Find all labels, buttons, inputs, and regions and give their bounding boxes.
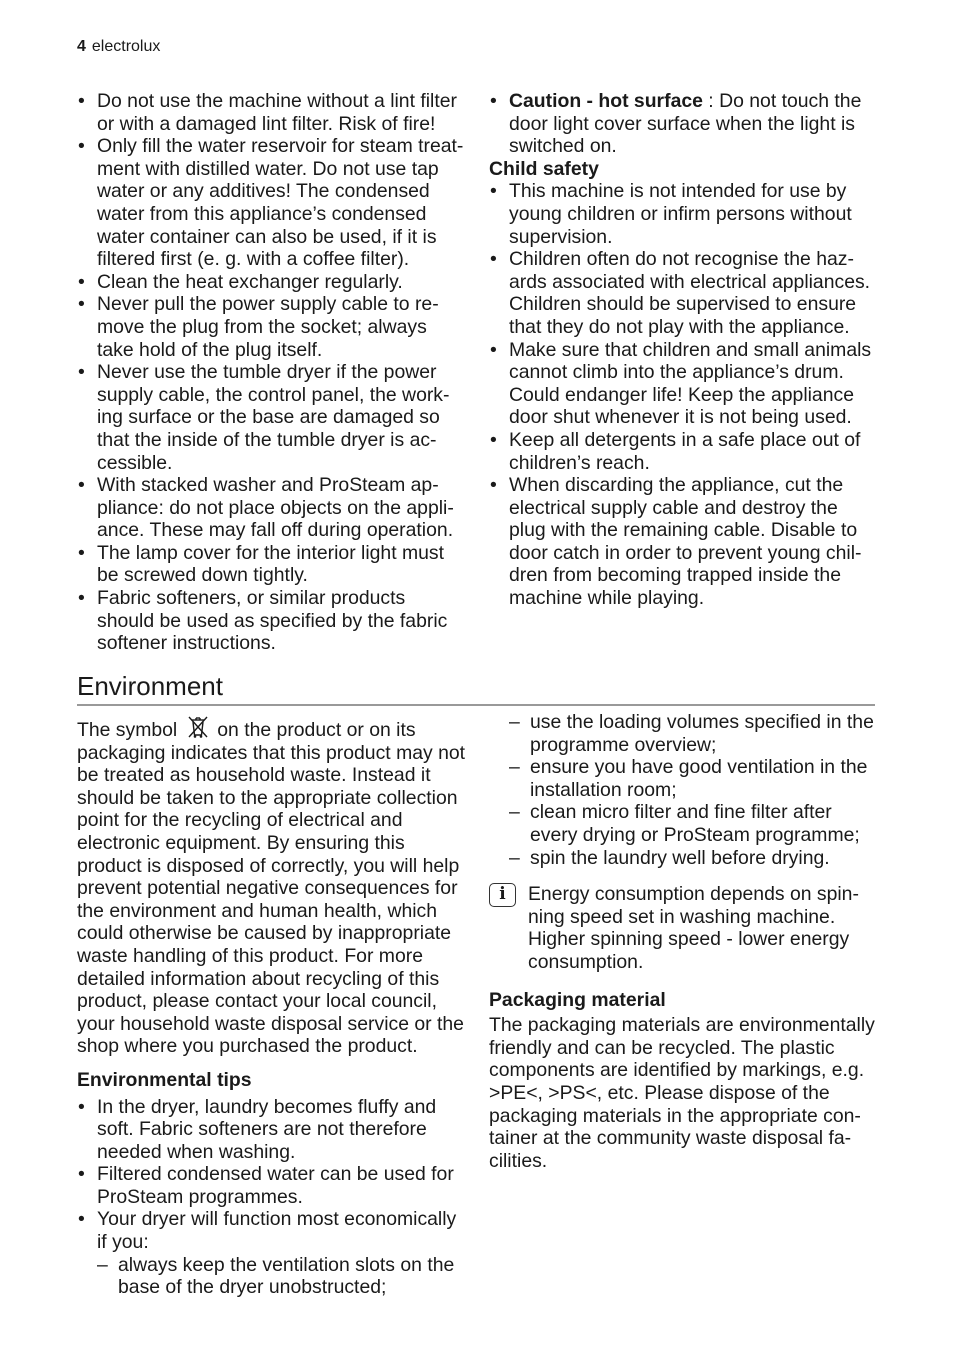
crossed-bin-icon xyxy=(187,715,209,739)
list-item: • Clean the heat exchanger regularly. xyxy=(77,271,467,294)
tips-sublist xyxy=(489,711,879,869)
list-item: • Fabric softeners, or similar products should be used as specified by the fabric softener instructions. xyxy=(77,587,467,655)
list-item: • Never use the tumble dryer if the power supply cable, the control panel, the work-ing surface or the base are damaged so that the inside of the tumble dryer is ac-cessible. xyxy=(77,361,467,474)
right-top-column xyxy=(489,90,879,610)
caution-list xyxy=(489,90,879,158)
list-item: • When discarding the appliance, cut the electrical supply cable and destroy the plug with the remaining cable. Disable to door catch in order to prevent young chil-dren from becoming trapped inside the machine while playing. xyxy=(489,474,879,610)
list-item: • The lamp cover for the interior light must be screwed down tightly. xyxy=(77,542,467,587)
left-top-column xyxy=(77,90,467,655)
packaging-paragraph: The packaging materials are environmentally friendly and can be recycled. The plastic components are identified by markings, e.g. >PE<, >PS<, etc. Please dispose of the packaging materials in the appropriate con-tainer at the community waste disposal fa-cilities. xyxy=(489,1014,875,1172)
page-header xyxy=(77,38,160,56)
symbol-text-before: The symbol xyxy=(77,719,178,741)
list-subitem: – always keep the ventilation slots on the base of the dryer unobstructed; xyxy=(77,1254,469,1299)
packaging-heading: Packaging material xyxy=(489,988,666,1011)
list-item: • Make sure that children and small animals cannot climb into the appliance’s drum. Could endanger life! Keep the appliance door shut whenever it is not being used. xyxy=(489,339,879,429)
list-item: • Keep all detergents in a safe place out of children’s reach. xyxy=(489,429,879,474)
environment-title: Environment xyxy=(77,670,875,706)
list-item: • In the dryer, laundry becomes fluffy and soft. Fabric softeners are not therefore needed when washing. xyxy=(77,1096,469,1164)
symbol-paragraph xyxy=(77,715,469,1058)
list-item: • Children often do not recognise the haz-ards associated with electrical appliances. Children should be supervised to ensure that they do not play with the appliance. xyxy=(489,248,879,338)
list-item: • Only fill the water reservoir for steam treat-ment with distilled water. Do not use tap water or any additives! The condensed water from this appliance’s condensed water container can also be used, if it is filtered first (e. g. with a coffee filter). xyxy=(77,135,467,271)
environmental-tips-heading: Environmental tips xyxy=(77,1068,252,1091)
list-item: • This machine is not intended for use by young children or infirm persons without supervision. xyxy=(489,180,879,248)
list-subitem: – clean micro filter and fine filter after every drying or ProSteam programme; xyxy=(489,801,879,846)
safety-list xyxy=(77,90,467,655)
page-number: 4 xyxy=(77,38,86,55)
symbol-text-after: on the product or on its packaging indicates that this product may not be treated as household waste. Instead it should be taken to the appropriate collection point for the recycling of electrical and electronic equipment. By ensuring this product is disposed of correctly, you will help prevent potential negative consequences for the environment and human health, which could otherwise be caused by inappropriate waste handling of this product. For more detailed information about recycling of this product, please contact your local council, your household waste disposal service or the shop where you purchased the product. xyxy=(77,719,466,1058)
child-safety-heading: Child safety xyxy=(489,157,599,180)
info-note xyxy=(489,883,879,973)
caution-item xyxy=(489,90,879,158)
list-item: • Never pull the power supply cable to re-move the plug from the socket; always take hold of the plug itself. xyxy=(77,293,467,361)
list-item: • Do not use the machine without a lint filter or with a damaged lint filter. Risk of fire! xyxy=(77,90,467,135)
caution-text: : Do not touch the door light cover surface when the light is switched on. xyxy=(509,90,862,158)
child-safety-list xyxy=(489,180,879,609)
left-bottom-column xyxy=(77,715,469,1299)
right-bottom-column xyxy=(489,711,879,1172)
tips-list xyxy=(77,1096,469,1299)
list-subitem: – ensure you have good ventilation in the installation room; xyxy=(489,756,879,801)
info-icon: i xyxy=(489,883,516,907)
caution-label: Caution - hot surface xyxy=(509,90,703,112)
list-item: • With stacked washer and ProSteam ap-pliance: do not place objects on the appli-ance. These may fall off during operation. xyxy=(77,474,467,542)
brand-name: electrolux xyxy=(91,38,161,55)
list-subitem: – use the loading volumes specified in the programme overview; xyxy=(489,711,879,756)
list-subitem: – spin the laundry well before drying. xyxy=(489,847,879,870)
info-text: Energy consumption depends on spin-ning speed set in washing machine. Higher spinning speed - lower energy consumption. xyxy=(528,883,859,973)
list-item: • Filtered condensed water can be used for ProSteam programmes. xyxy=(77,1163,469,1208)
list-item: • Your dryer will function most economically if you: xyxy=(77,1208,469,1253)
